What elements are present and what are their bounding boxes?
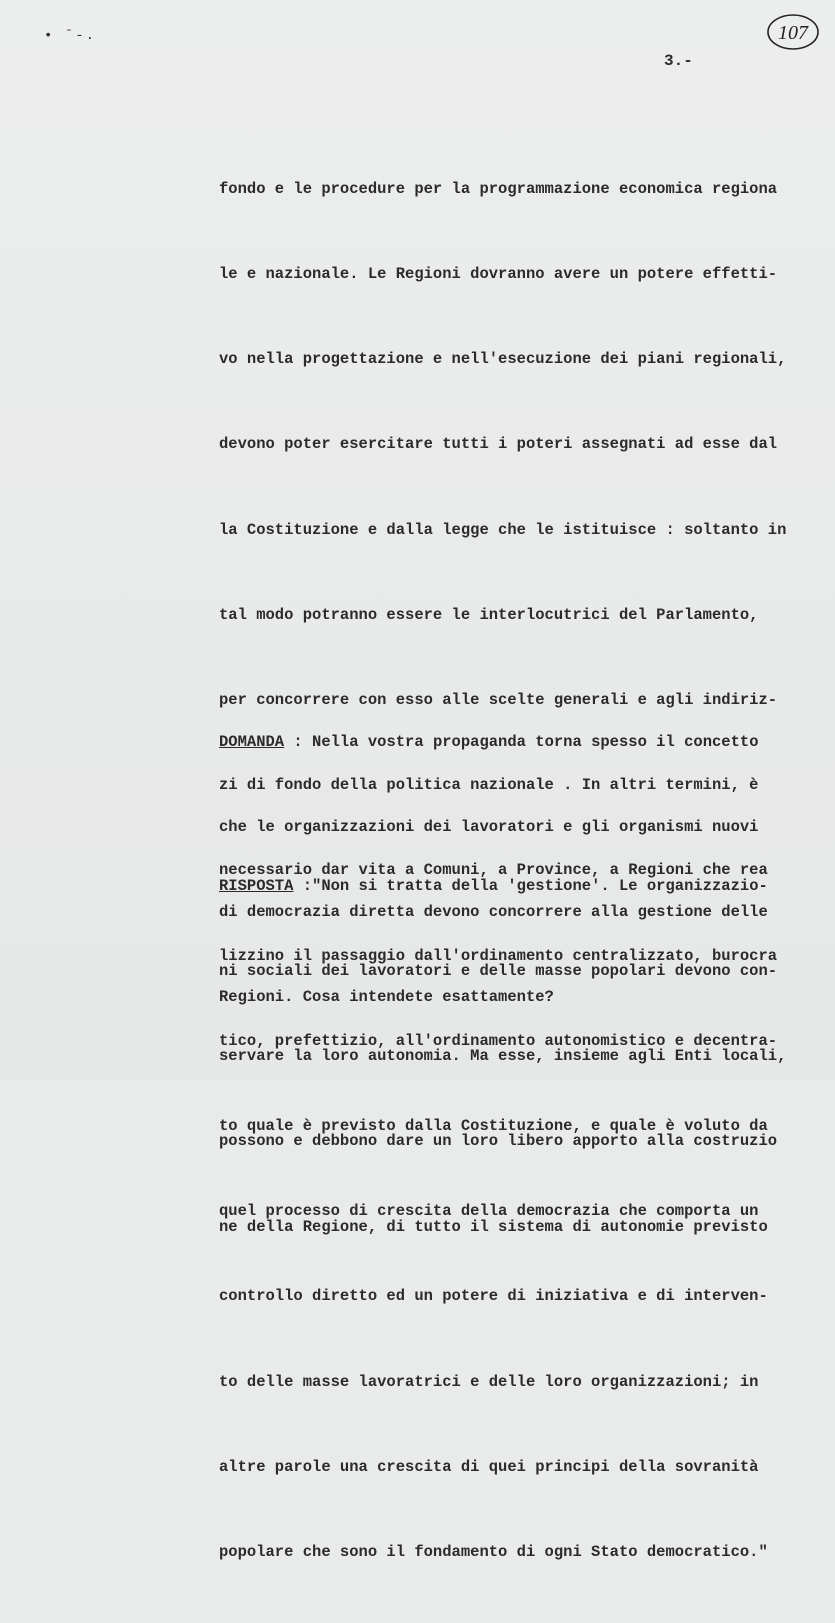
text-line: che le organizzazioni dei lavoratori e gli organismi nuovi [219, 818, 759, 837]
text-line: altre parole una crescita di quei principi della sovranità [219, 1457, 759, 1476]
text-line: lizzino il passaggio dall'ordinamento centralizzato, burocra [219, 946, 778, 965]
answer-label: RISPOSTA [219, 876, 294, 895]
text-line: fondo e le procedure per la programmazione economica regiona [219, 179, 778, 198]
text-line: tico, prefettizio, all'ordinamento autonomistico e decentra- [219, 1031, 778, 1050]
text-line: la Costituzione e dalla legge che le istituisce : soltanto in [219, 520, 787, 539]
text-line: ni sociali dei lavoratori e delle masse popolari devono con- [219, 962, 778, 981]
corner-marks: • ˉ-. [44, 28, 97, 44]
text-line: tal modo potranno essere le interlocutrici del Parlamento, [219, 605, 759, 624]
question-text: : Nella vostra propaganda torna spesso il concetto [284, 732, 759, 751]
text-line: zi di fondo della politica nazionale . In altri termini, è [219, 776, 759, 795]
text-line: possono e debbono dare un loro libero apporto alla costruzio [219, 1132, 778, 1151]
text-line: quel processo di crescita della democrazia che comporta un [219, 1202, 759, 1221]
text-line: Regioni. Cosa intendete esattamente? [219, 988, 554, 1007]
text-line: devono poter esercitare tutti i poteri assegnati ad esse dal [219, 435, 778, 454]
text-line: to quale è previsto dalla Costituzione, e quale è voluto da [219, 1117, 768, 1136]
text-line: controllo diretto ed un potere di iniziativa e di interven- [219, 1287, 768, 1306]
text-line: necessario dar vita a Comuni, a Province, a Regioni che rea [219, 861, 768, 880]
text-line: per concorrere con esso alle scelte generali e agli indiriz- [219, 691, 778, 710]
text-line: servare la loro autonomia. Ma esse, insieme agli Enti locali, [219, 1047, 787, 1066]
text-line: to delle masse lavoratrici e delle loro organizzazioni; in [219, 1372, 759, 1391]
question-first-line [219, 728, 819, 756]
page-stamp [765, 12, 821, 52]
stamp-number: 107 [778, 22, 808, 44]
answer-text: :"Non si tratta della 'gestione'. Le organizzazio- [293, 876, 768, 895]
text-line: di democrazia diretta devono concorrere alla gestione delle [219, 903, 768, 922]
answer-section [219, 815, 819, 1298]
text-line: le e nazionale. Le Regioni dovranno avere un potere effetti- [219, 265, 778, 284]
text-line: vo nella progettazione e nell'esecuzione dei piani regionali, [219, 350, 787, 369]
question-label: DOMANDA [219, 732, 285, 751]
page-number: 3.- [664, 52, 693, 70]
answer-first-line [219, 872, 819, 900]
text-line: popolare che sono il fondamento di ogni Stato democratico." [219, 1543, 768, 1562]
text-line: ne della Regione, di tutto il sistema di autonomie previsto [219, 1217, 768, 1236]
